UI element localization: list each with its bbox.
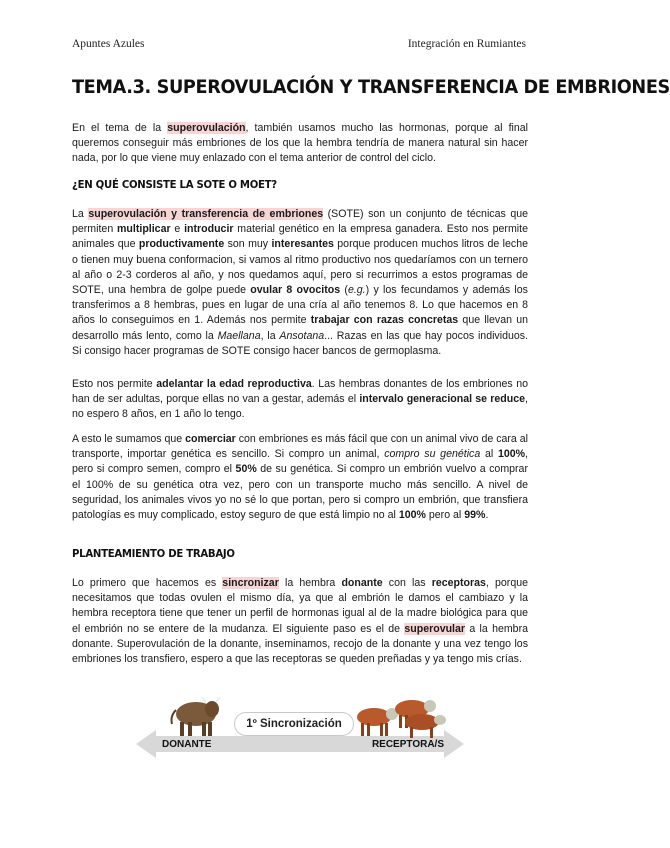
sync-step-label: 1º Sincronización: [234, 712, 354, 736]
section-heading-sote: ¿EN QUÉ CONSISTE LA SOTE O MOET?: [72, 178, 277, 191]
intro-paragraph: En el tema de la superovulación, también usamos mucho las hormonas, porque al final queremos conseguir más embriones de los que la hembra tendría de manera natural sin hacer nada, por lo que viene muy enlazado con el tema anterior de control del ciclo.: [72, 122, 529, 165]
donor-label: DONANTE: [162, 739, 212, 750]
recipient-cow-icon: [400, 710, 448, 740]
sote-paragraph-2: Esto nos permite adelantar la edad reproductiva. Las hembras donantes de los embriones no han de ser adultas, porque ellas no van a gestar, además el intervalo generacional se reduce, no espero 8 años, en 1 año lo tengo.: [72, 378, 528, 421]
header-left: Apuntes Azules: [72, 38, 145, 50]
donor-bull-icon: [166, 692, 222, 738]
planteamiento-paragraph: Lo primero que hacemos es sincronizar la hembra donante con las receptoras, porque necesitamos que todas ovulen el mismo día, ya que al embrión le damos el cambiazo y la hembra receptora tiene que tener un perfil de hormonas igual al de la madre biológica para que el embrión no se entere de la mudanza. El siguiente paso es el de superovular a la hembra donante. Superovulación de la donante, inseminamos, recojo de la donante y una vez tengo los embriones los transfiero, espero a que las receptoras se queden preñadas y ya tengo mis crías.: [72, 577, 529, 666]
section-heading-planteamiento: PLANTEAMIENTO DE TRABAJO: [72, 547, 235, 560]
recipient-label: RECEPTORA/S: [371, 739, 444, 750]
arrow-left-head: [136, 730, 156, 758]
sote-paragraph-1: La superovulación y transferencia de embriones (SOTE) son un conjunto de técnicas que permiten multiplicar e introducir material genético en la empresa ganadera. Esto nos permite animales que productivamente son muy interesantes porque producen muchos litros de leche o tienen muy buena conformacion, si vamos al ritmo productivo nos quedaríamos con un ternero al año o 2-3 corderos al año, y nos quedamos aquí, pero si recurrimos a estos programas de SOTE, una hembra de golpe puede ovular 8 ovocitos (e.g.) y los fecundamos y además los transferimos a 8 hembras, pues en lugar de una cría al año tenemos 8. Lo que hacemos en 8 años lo conseguimos en 1. Además nos permite trabajar con razas concretas que llevan un desarrollo más lento, como la Maellana, la Ansotana... Razas en las que hay pocos individuos. Si consigo hacer programas de SOTE consigo hacer bancos de germoplasma.: [72, 208, 529, 357]
synchronization-diagram: [136, 692, 464, 762]
page-title: TEMA.3. SUPEROVULACIÓN Y TRANSFERENCIA DE EMBRIONES: [72, 76, 670, 98]
sote-paragraph-3: A esto le sumamos que comerciar con embriones es más fácil que con un animal vivo de cara al transporte, importar genética es sencillo. Si compro un animal, compro su genética al 100%, pero si compro semen, compro el 50% de su genética. Si compro un embrión vuelvo a comprar el 100% de su genética otra vez, pero con un transporte mucho más sencillo. A nivel de seguridad, los animales vivos yo no sé lo que portan, pero si compro un embrión, que transfiera patologías es muy complicado, estoy seguro de que está limpio no al 100% pero al 99%.: [72, 433, 528, 522]
header-right: Integración en Rumiantes: [407, 38, 526, 50]
